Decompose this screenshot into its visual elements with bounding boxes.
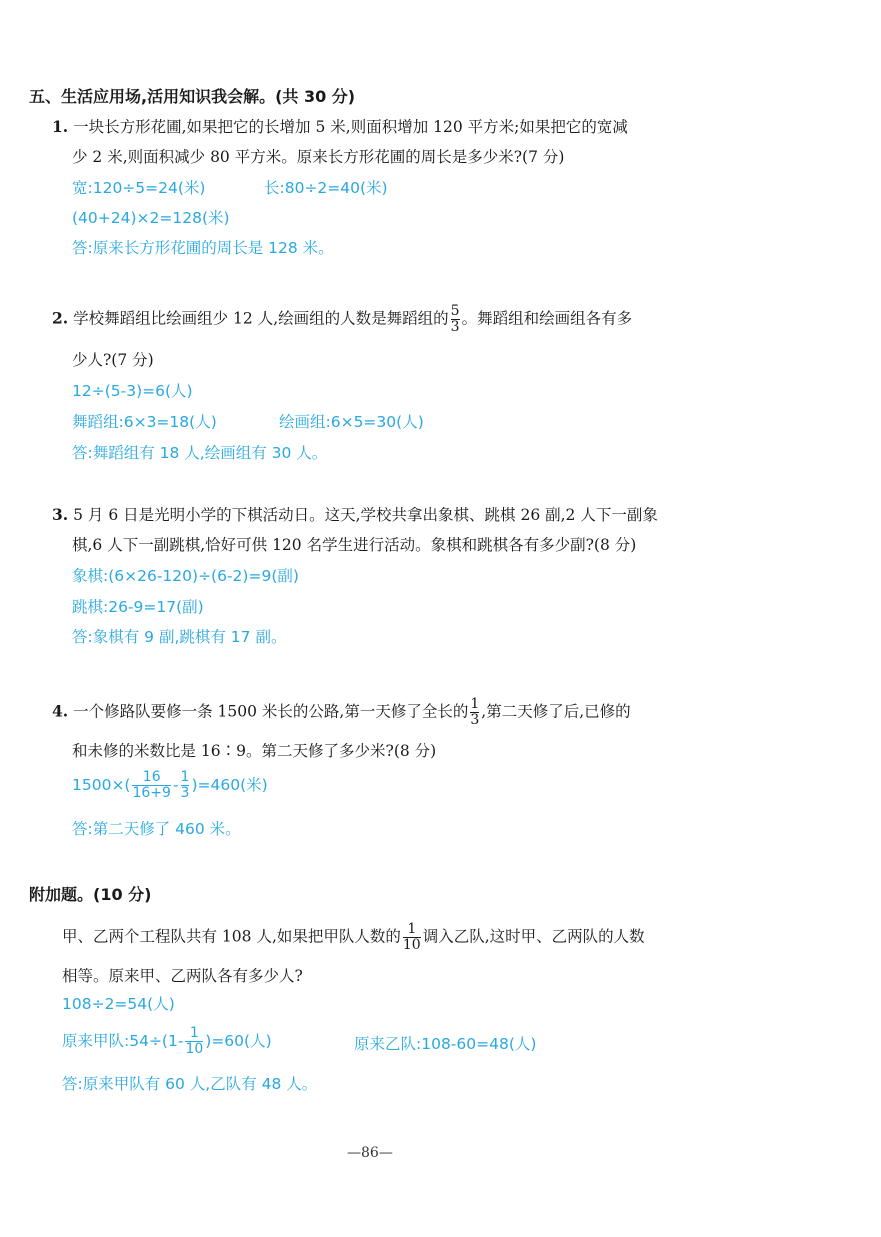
bonus-answer-team-b: 原来乙队:108-60=48(人) — [354, 1035, 537, 1053]
answer-4-fraction-2 — [181, 770, 190, 801]
answer-1-length: 长:80÷2=40(米) — [264, 179, 388, 197]
question-1-line-1 — [52, 117, 628, 137]
bonus-question-fraction — [403, 922, 421, 953]
bonus-answer-fraction-numerator: 1 — [189, 1025, 199, 1041]
question-2-line-2: 少人?(7 分) — [72, 351, 154, 369]
page-number: —86— — [347, 1145, 393, 1161]
answer-2-step-1: 12÷(5-3)=6(人) — [72, 382, 193, 400]
answer-4-minus: - — [172, 776, 179, 794]
question-3-text-1: 5 月 6 日是光明小学的下棋活动日。这天,学校共拿出象棋、跳棋 26 副,2 人下一副象 — [73, 506, 658, 524]
bonus-answer-team-a — [62, 1026, 272, 1057]
question-3-number: 3. — [52, 505, 69, 524]
answer-4-conclusion: 答:第二天修了 460 米。 — [72, 820, 241, 838]
answer-4-fraction-1 — [132, 770, 170, 801]
question-4-text-pre: 一个修路队要修一条 1500 米长的公路,第一天修了全长的 — [73, 702, 469, 721]
answer-4-formula-post: )=460(米) — [191, 776, 268, 794]
bonus-question-line-1 — [62, 922, 645, 953]
bonus-title: 附加题。(10 分) — [29, 885, 152, 904]
question-2-fraction-denominator: 3 — [450, 319, 460, 335]
bonus-answer-conclusion: 答:原来甲队有 60 人,乙队有 48 人。 — [62, 1075, 318, 1093]
bonus-question-fraction-denominator: 10 — [402, 937, 421, 953]
question-2-text-pre: 学校舞蹈组比绘画组少 12 人,绘画组的人数是舞蹈组的 — [73, 309, 449, 328]
answer-1-width: 宽:120÷5=24(米) — [72, 179, 206, 197]
bonus-question-fraction-numerator: 1 — [407, 921, 417, 937]
question-2-line-1 — [52, 304, 632, 335]
question-4-fraction — [470, 697, 479, 728]
answer-2-conclusion: 答:舞蹈组有 18 人,绘画组有 30 人。 — [72, 444, 328, 462]
answer-2-dance: 舞蹈组:6×3=18(人) — [72, 413, 217, 431]
question-1-number: 1. — [52, 117, 69, 136]
question-1-line-2: 少 2 米,则面积减少 80 平方米。原来长方形花圃的周长是多少米?(7 分) — [72, 148, 565, 166]
question-4-fraction-denominator: 3 — [470, 712, 480, 728]
question-4-line-2: 和未修的米数比是 16∶9。第二天修了多少米?(8 分) — [72, 742, 437, 760]
answer-3-conclusion: 答:象棋有 9 副,跳棋有 17 副。 — [72, 628, 287, 646]
bonus-question-text-post: 调入乙队,这时甲、乙两队的人数 — [422, 927, 645, 946]
bonus-answer-team-a-post: )=60(人) — [205, 1032, 272, 1050]
question-4-fraction-numerator: 1 — [470, 696, 480, 712]
bonus-answer-fraction-denominator: 10 — [185, 1041, 204, 1057]
question-2-fraction-numerator: 5 — [450, 303, 460, 319]
answer-4-fraction-2-numerator: 1 — [180, 769, 190, 785]
question-3-line-2: 棋,6 人下一副跳棋,恰好可供 120 名学生进行活动。象棋和跳棋各有多少副?(8 分) — [72, 536, 637, 554]
question-3-line-1 — [52, 505, 658, 525]
answer-4-fraction-1-denominator: 16+9 — [132, 785, 171, 801]
question-4-number: 4. — [52, 701, 69, 721]
bonus-answer-fraction — [185, 1026, 203, 1057]
answer-4-formula — [72, 770, 268, 801]
answer-4-formula-pre: 1500×( — [72, 776, 131, 794]
answer-4-fraction-1-numerator: 16 — [142, 769, 161, 785]
bonus-answer-step-1: 108÷2=54(人) — [62, 995, 175, 1013]
question-4-line-1 — [52, 697, 631, 728]
answer-4-fraction-2-denominator: 3 — [180, 785, 190, 801]
question-2-text-post: 。舞蹈组和绘画组各有多 — [461, 309, 633, 328]
question-1-text-1: 一块长方形花圃,如果把它的长增加 5 米,则面积增加 120 平方米;如果把它的宽减 — [73, 118, 628, 136]
question-4-text-post: ,第二天修了后,已修的 — [481, 702, 631, 721]
answer-3-chess: 象棋:(6×26-120)÷(6-2)=9(副) — [72, 567, 299, 585]
section-title: 五、生活应用场,活用知识我会解。(共 30 分) — [29, 87, 356, 106]
answer-2-painting: 绘画组:6×5=30(人) — [279, 413, 424, 431]
answer-3-checkers: 跳棋:26-9=17(副) — [72, 598, 204, 616]
answer-1-perimeter: (40+24)×2=128(米) — [72, 209, 230, 227]
bonus-question-line-2: 相等。原来甲、乙两队各有多少人? — [62, 967, 303, 985]
answer-1-conclusion: 答:原来长方形花圃的周长是 128 米。 — [72, 239, 334, 257]
bonus-answer-team-a-pre: 原来甲队:54÷(1- — [62, 1032, 184, 1050]
question-2-number: 2. — [52, 308, 69, 328]
bonus-question-text-pre: 甲、乙两个工程队共有 108 人,如果把甲队人数的 — [62, 927, 401, 946]
question-2-fraction — [451, 304, 460, 335]
